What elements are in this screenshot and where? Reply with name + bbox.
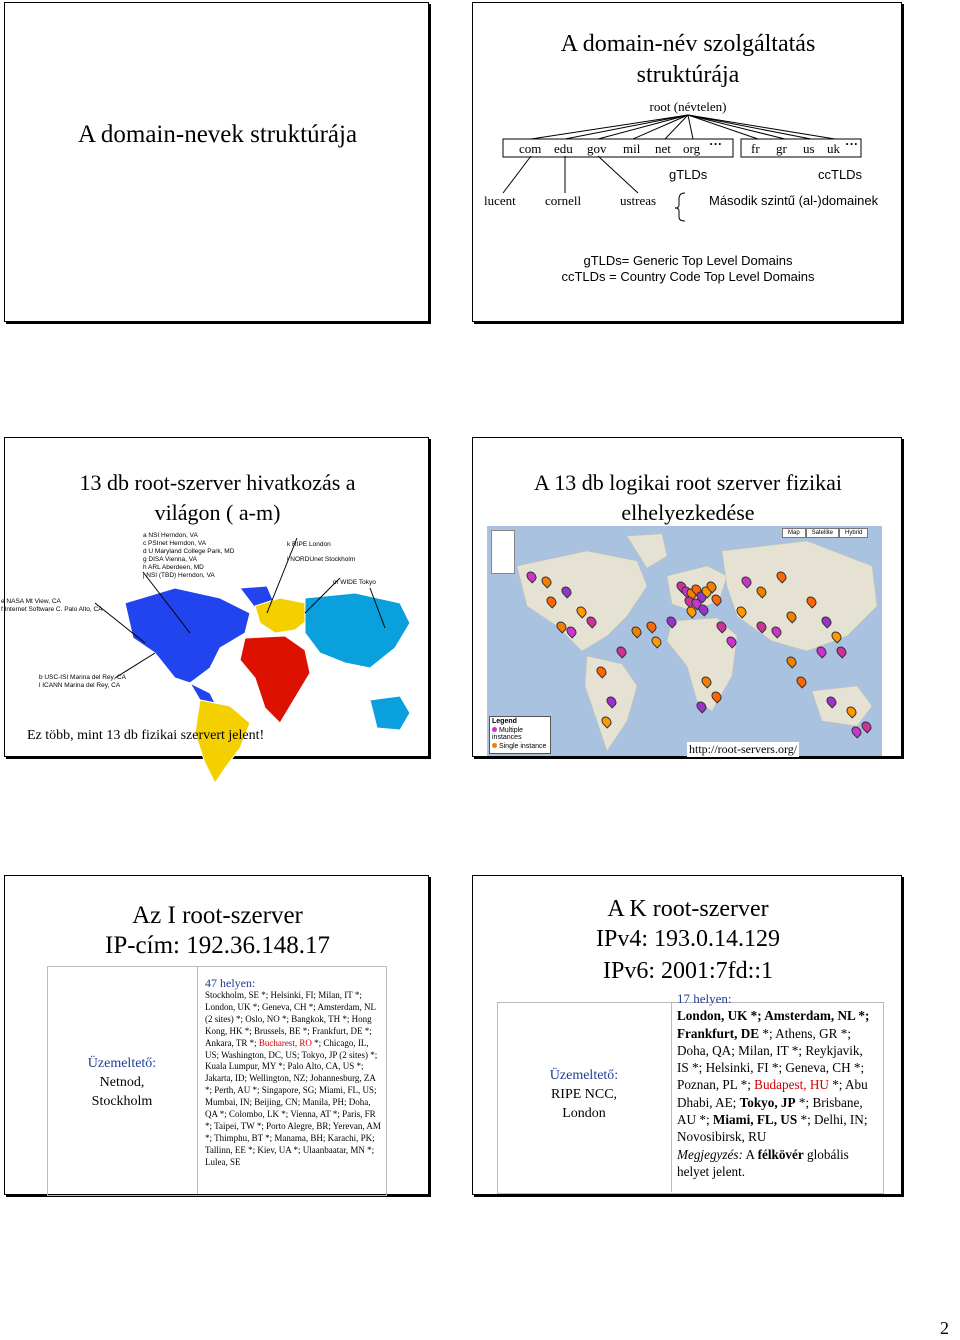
server-a: a NSI Herndon, VA: [143, 532, 198, 539]
slide-6-divider: [671, 1002, 672, 1192]
slide-4-title: A 13 db logikai root szerver fizikai elhelyezkedése: [534, 470, 842, 525]
gtld-gov: gov: [587, 141, 607, 156]
server-c: c PSInet Herndon, VA: [143, 540, 207, 547]
note-bold: félkövér: [757, 1146, 804, 1162]
map-zoom-control[interactable]: [491, 530, 515, 574]
server-e: e NASA Mt View, CA: [1, 598, 61, 605]
root-servers-url[interactable]: http://root-servers.org/: [689, 742, 798, 756]
root-label: root (névtelen): [649, 99, 727, 114]
server-f: f Internet Software C. Palo Alto, CA: [1, 606, 103, 613]
cctld-ellipsis: ···: [845, 136, 859, 151]
locations-bucharest: Bucharest, RO: [258, 1037, 312, 1048]
server-j: j NSI (TBD) Herndon, VA: [143, 572, 215, 579]
operator-city-k: London: [562, 1106, 606, 1121]
legend-title: Legend: [492, 718, 517, 725]
sld-ustreas: ustreas: [620, 193, 657, 208]
server-k: k RIPE London: [287, 541, 331, 548]
legend-multi: Multiple instances: [492, 727, 524, 741]
locations-part-b: *; Chicago, IL, US; Washington, DC, US; Tokyo, JP (2 sites) *; Kuala Lumpur, MY *; Palo Alto, CA, US *; Jakarta, ID; Wellington, NZ; Johannesburg, ZA *; Perth, AU *; Singapore, SG; Miami, FL, US; Mumbai, IN; Beijing, CN; Manila, PH; Doha, QA *; Colombo, LK *; Vienna, AT *; Paris, FR *; Taipei, TW *; Porto Alegre, BR; Yerevan, AM *; Thimphu, BT *; Manama, BH; Karachi, PK; Tallinn, EE *; Kiev, UA *; Ulaanbaatar, MN *; Lulea, SE: [205, 1037, 381, 1167]
slide-5-title: Az I root-szerver: [132, 902, 303, 929]
note-b: globális helyet jelent.: [677, 1146, 849, 1179]
gtld-com: com: [519, 141, 542, 156]
map-legend: [489, 716, 551, 754]
operator-label-k: Üzemeltető:: [549, 1068, 619, 1083]
server-h: h ARL Aberdeen, MD: [143, 564, 204, 571]
cctld-uk: uk: [827, 141, 840, 156]
gtld-ellipsis: ···: [709, 136, 723, 151]
def-gtld: gTLDs= Generic Top Level Domains: [583, 253, 793, 268]
sld-lucent: lucent: [484, 193, 516, 208]
cctld-fr: fr: [751, 141, 760, 156]
slide-5: [4, 875, 429, 1195]
cctld-gr: gr: [776, 141, 787, 156]
map-button[interactable]: Map: [782, 528, 806, 538]
hybrid-button[interactable]: Hybrid: [839, 528, 868, 538]
slide-6: [472, 875, 902, 1195]
gtld-mil: mil: [623, 141, 641, 156]
loc-tokyo: Tokyo, JP: [739, 1094, 796, 1110]
satellite-button[interactable]: Satellite: [806, 528, 839, 538]
slide-5-divider: [197, 966, 198, 1194]
slide-5-subtitle: IP-cím: 192.36.148.17: [105, 932, 330, 959]
operator-label: Üzemeltető:: [87, 1056, 157, 1071]
slide-3-footer: Ez több, mint 13 db fizikai szervert jelent!: [27, 728, 265, 743]
cctld-us: us: [803, 141, 815, 156]
loc-budapest: Budapest, HU: [754, 1077, 829, 1093]
note-a: A: [742, 1146, 758, 1162]
page-number: 2: [940, 1318, 949, 1338]
server-b: b USC-ISI Marina del Rey, CA: [39, 674, 126, 681]
server-d: d U Maryland College Park, MD: [143, 548, 235, 555]
slide-3: [1, 437, 429, 757]
server-l: l ICANN Marina del Rey, CA: [39, 682, 121, 689]
map-type-buttons: [782, 528, 868, 538]
legend-single-icon: [492, 743, 497, 748]
locations-cell-k: [677, 990, 877, 1180]
def-cctld: ccTLDs = Country Code Top Level Domains: [561, 269, 815, 284]
slide-1-title: A domain-nevek struktúrája: [77, 121, 358, 148]
second-level-label: Második szintű (al-)domainek: [709, 193, 879, 208]
operator-cell: [47, 1054, 197, 1111]
legend-multi-icon: [492, 727, 497, 732]
gtlds-label: gTLDs: [669, 167, 708, 182]
loc-rest-4: *; Delhi, IN; Novosibirsk, RU: [677, 1112, 868, 1145]
location-count: 47 helyen:: [205, 976, 256, 990]
server-g: g DISA Vienna, VA: [143, 556, 197, 563]
loc-rest-1: *; Athens, GR *; Doha, QA; Milan, IT *; Reykjavik, IS *; Helsinki, FI *; Geneva, CH *; Poznan, PL *;: [677, 1025, 865, 1093]
locations-cell: [205, 976, 383, 1169]
loc-miami: Miami, FL, US: [712, 1112, 798, 1128]
slide-2: [472, 2, 902, 322]
operator-city: Stockholm: [91, 1094, 153, 1109]
operator-cell-k: [497, 1066, 671, 1123]
slide-6-title: A K root-szerver: [607, 896, 769, 922]
world-map-regions: [5, 438, 430, 758]
slide-6-ipv6: IPv6: 2001:7fd::1: [602, 958, 773, 984]
loc-rest-2: *; Abu Dhabi, AE;: [677, 1077, 868, 1110]
loc-rest-3: *; Brisbane, AU *;: [677, 1094, 863, 1128]
operator-name: Netnod,: [99, 1075, 145, 1090]
server-m: m WIDE Tokyo: [333, 579, 376, 586]
root-server-map[interactable]: [487, 526, 882, 756]
operator-name-k: RIPE NCC,: [550, 1087, 618, 1102]
gtld-org: org: [683, 141, 701, 156]
gtld-edu: edu: [554, 141, 573, 156]
slide-6-ipv4: IPv4: 193.0.14.129: [595, 926, 780, 952]
location-count-k: 17 helyen:: [677, 991, 732, 1006]
slide-1: [4, 2, 429, 322]
gtld-net: net: [655, 141, 671, 156]
loc-bold-1: London, UK *; Amsterdam, NL *; Frankfurt, DE: [677, 1008, 870, 1041]
slide-4: [472, 437, 902, 757]
note-label: Megjegyzés:: [677, 1146, 743, 1162]
sld-cornell: cornell: [545, 193, 582, 208]
slide-2-title: A domain-név szolgáltatás struktúrája: [560, 31, 816, 88]
legend-single: Single instance: [498, 743, 547, 750]
cctlds-label: ccTLDs: [818, 167, 863, 182]
locations-part-a: Stockholm, SE *; Helsinki, FI; Milan, IT *; London, UK *; Geneva, CH *; Amsterdam, NL (2 sites) *; Oslo, NO *; Bangkok, TH *; Hong Kong, HK *; Brussels, BE *; Frankfurt, DE *; Ankara, TR *;: [205, 990, 376, 1048]
slide-3-title: 13 db root-szerver hivatkozás a világon ( a-m): [79, 470, 356, 525]
server-i: i NORDUnet Stockholm: [287, 556, 356, 563]
